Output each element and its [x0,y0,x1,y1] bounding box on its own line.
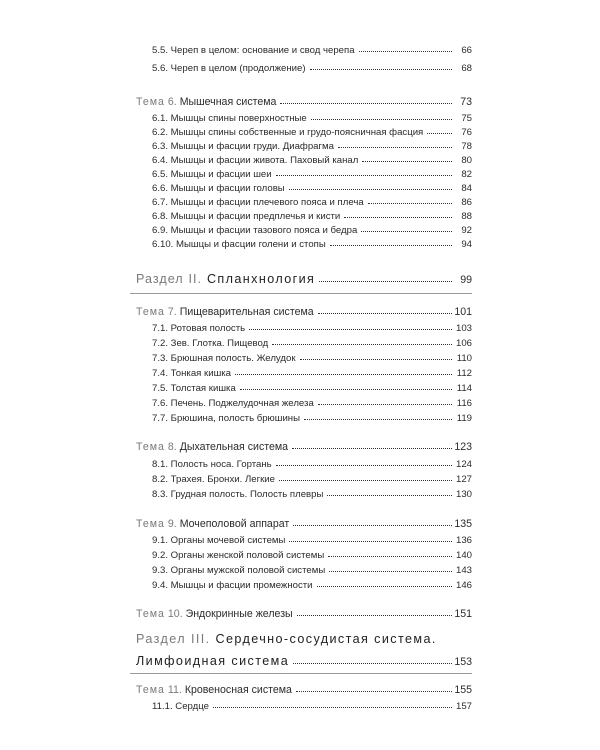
toc-entry[interactable] [152,42,472,56]
toc-entry-page: 112 [456,368,472,379]
toc-entry[interactable] [152,486,472,500]
toc-topic-10[interactable] [136,604,472,620]
toc-entry-page: 114 [456,383,472,394]
divider [130,293,472,294]
dot-leader [296,691,452,692]
dot-leader [304,419,452,420]
dot-leader [235,374,452,375]
dot-leader [249,329,452,330]
dot-leader [280,103,452,104]
toc-entry[interactable] [152,152,472,166]
toc-entry[interactable] [152,532,472,546]
topic-word: Тема [136,608,165,620]
toc-entry-page: 127 [455,474,472,485]
dot-leader [327,495,452,496]
dot-leader [329,571,452,572]
dot-leader [310,69,452,70]
toc-entry-page: 76 [461,127,472,138]
toc-entry-label: 9.1. Органы мочевой системы [152,535,286,546]
toc-entry[interactable] [152,236,472,250]
dot-leader [361,231,452,232]
toc-entry-label: 9.3. Органы мужской половой системы [152,565,326,576]
toc-topic-11[interactable] [136,680,472,696]
toc-entry[interactable] [152,222,472,236]
toc-entry-label: 6.4. Мышцы и фасции живота. Паховый канал [152,155,359,166]
topic-word: Тема [136,306,165,318]
toc-entry-page: 78 [461,141,472,152]
topic-title: Мышечная система [179,96,277,108]
toc-entry[interactable] [152,562,472,576]
toc-entry-page: 140 [455,550,472,561]
toc-entry-page: 103 [455,323,472,334]
toc-entry-page: 86 [461,197,472,208]
toc-entry[interactable] [152,60,472,74]
topic-word: Тема [136,518,165,530]
topic-title: Эндокринные железы [185,608,293,620]
section-title-line2: Лимфоидная система [136,654,290,668]
divider [130,673,472,674]
dot-leader [344,217,452,218]
toc-entry[interactable] [152,577,472,591]
toc-entry[interactable] [152,110,472,124]
topic-page: 101 [454,306,472,318]
toc-entry-label: 6.8. Мышцы и фасции предплечья и кисти [152,211,341,222]
section-page: 99 [460,274,472,286]
dot-leader [297,615,452,616]
toc-entry-page: 92 [461,225,472,236]
dot-leader [289,541,452,542]
toc-entry-page: 119 [456,413,472,424]
topic-title: Дыхательная система [179,441,289,453]
topic-page: 73 [460,96,472,108]
toc-section-3[interactable] [136,650,472,668]
toc-entry[interactable] [152,547,472,561]
toc-entry[interactable] [152,456,472,470]
toc-entry-label: 8.3. Грудная полость. Полость плевры [152,489,324,500]
toc-entry-page: 80 [461,155,472,166]
toc-entry-label: 7.6. Печень. Поджелудочная железа [152,398,314,409]
toc-entry-label: 6.3. Мышцы и фасции груди. Диафрагма [152,141,334,152]
topic-number: 10. [167,608,183,620]
toc-entry[interactable] [152,471,472,485]
topic-word: Тема [136,96,165,108]
dot-leader [293,663,452,664]
toc-topic-7[interactable] [136,302,472,318]
toc-entry-label: 7.5. Толстая кишка [152,383,236,394]
toc-entry-page: 136 [455,535,472,546]
toc-topic-9[interactable] [136,514,472,530]
section-word: Раздел [136,272,184,286]
toc-entry-page: 130 [455,489,472,500]
section-number: III. [190,632,211,646]
toc-topic-8[interactable] [136,437,472,453]
topic-number: 8. [167,441,177,453]
toc-entry-label: 6.6. Мышцы и фасции головы [152,183,285,194]
dot-leader [319,281,452,282]
toc-entry-page: 116 [456,398,472,409]
dot-leader [311,119,452,120]
toc-entry-page: 68 [461,63,472,74]
dot-leader [318,313,452,314]
dot-leader [362,161,452,162]
toc-entry-label: 6.5. Мышцы и фасции шеи [152,169,272,180]
topic-title: Кровеносная система [184,684,292,696]
topic-number: 9. [167,518,177,530]
toc-entry[interactable] [152,395,472,409]
section-page: 153 [454,656,472,668]
toc-entry-label: 6.1. Мышцы спины поверхностные [152,113,307,124]
section-number: II. [188,272,203,286]
topic-page: 135 [454,518,472,530]
dot-leader [359,51,452,52]
toc-entry-label: 8.1. Полость носа. Гортань [152,459,272,470]
dot-leader [292,448,452,449]
toc-entry[interactable] [152,335,472,349]
dot-leader [300,359,452,360]
topic-page: 155 [454,684,472,696]
topic-page: 151 [454,608,472,620]
topic-title: Пищеварительная система [179,306,314,318]
toc-entry-label: 6.2. Мышцы спины собственные и грудо-поясничная фасция [152,127,424,138]
topic-number: 11. [167,684,182,696]
toc-entry[interactable] [152,365,472,379]
toc-section-2[interactable] [136,268,472,286]
toc-entry[interactable] [152,410,472,424]
dot-leader [328,556,452,557]
dot-leader [338,147,452,148]
toc-entry[interactable] [152,380,472,394]
toc-entry[interactable] [152,350,472,364]
toc-entry-label: 9.4. Мышцы и фасции промежности [152,580,313,591]
toc-entry-page: 146 [455,580,472,591]
toc-entry-label: 5.5. Череп в целом: основание и свод черепа [152,45,355,56]
dot-leader [317,586,452,587]
toc-entry-page: 124 [455,459,472,470]
toc-section-3-line1[interactable] [136,632,437,646]
toc-entry-page: 84 [461,183,472,194]
toc-entry-label: 6.10. Мышцы и фасции голени и стопы [152,239,326,250]
toc-entry-page: 66 [461,45,472,56]
dot-leader [276,465,452,466]
topic-title: Мочеполовой аппарат [179,518,290,530]
topic-number: 7. [167,306,177,318]
toc-entry-page: 88 [461,211,472,222]
toc-entry-label: 6.9. Мышцы и фасции тазового пояса и бедра [152,225,358,236]
dot-leader [318,404,452,405]
dot-leader [240,389,452,390]
toc-entry-label: 7.7. Брюшина, полость брюшины [152,413,301,424]
toc-entry-page: 110 [456,353,472,364]
toc-entry-label: 7.2. Зев. Глотка. Пищевод [152,338,269,349]
toc-entry-label: 7.4. Тонкая кишка [152,368,232,379]
topic-page: 123 [454,441,472,453]
toc-entry[interactable] [152,124,472,138]
toc-entry[interactable] [152,138,472,152]
toc-entry[interactable] [152,194,472,208]
toc-entry-page: 157 [455,701,472,712]
dot-leader [368,203,452,204]
toc-entry-label: 8.2. Трахея. Бронхи. Легкие [152,474,275,485]
toc-entry-label: 9.2. Органы женской половой системы [152,550,325,561]
toc-topic-6[interactable] [136,92,472,108]
toc-entry-page: 143 [455,565,472,576]
toc-entry[interactable] [152,166,472,180]
toc-entry-label: 11.1. Сердце [152,701,209,712]
toc-entry-page: 106 [455,338,472,349]
toc-entry-page: 75 [461,113,472,124]
dot-leader [276,175,452,176]
dot-leader [427,133,452,134]
topic-word: Тема [136,441,165,453]
section-title: Спланхнология [206,272,316,286]
toc-entry[interactable] [152,698,472,712]
dot-leader [293,525,452,526]
topic-number: 6. [167,96,177,108]
dot-leader [279,480,452,481]
dot-leader [330,245,452,246]
section-word: Раздел [136,632,187,646]
toc-entry-label: 7.3. Брюшная полость. Желудок [152,353,296,364]
dot-leader [272,344,452,345]
section-title-line1: Сердечно-сосудистая система. [215,632,437,646]
dot-leader [213,707,452,708]
toc-entry-label: 6.7. Мышцы и фасции плечевого пояса и плеча [152,197,364,208]
toc-entry-label: 7.1. Ротовая полость [152,323,246,334]
dot-leader [289,189,452,190]
toc-entry-page: 82 [461,169,472,180]
toc-entry-page: 94 [461,239,472,250]
toc-entry-label: 5.6. Череп в целом (продолжение) [152,63,306,74]
toc-entry[interactable] [152,208,472,222]
toc-entry[interactable] [152,180,472,194]
topic-word: Тема [136,684,165,696]
toc-entry[interactable] [152,320,472,334]
